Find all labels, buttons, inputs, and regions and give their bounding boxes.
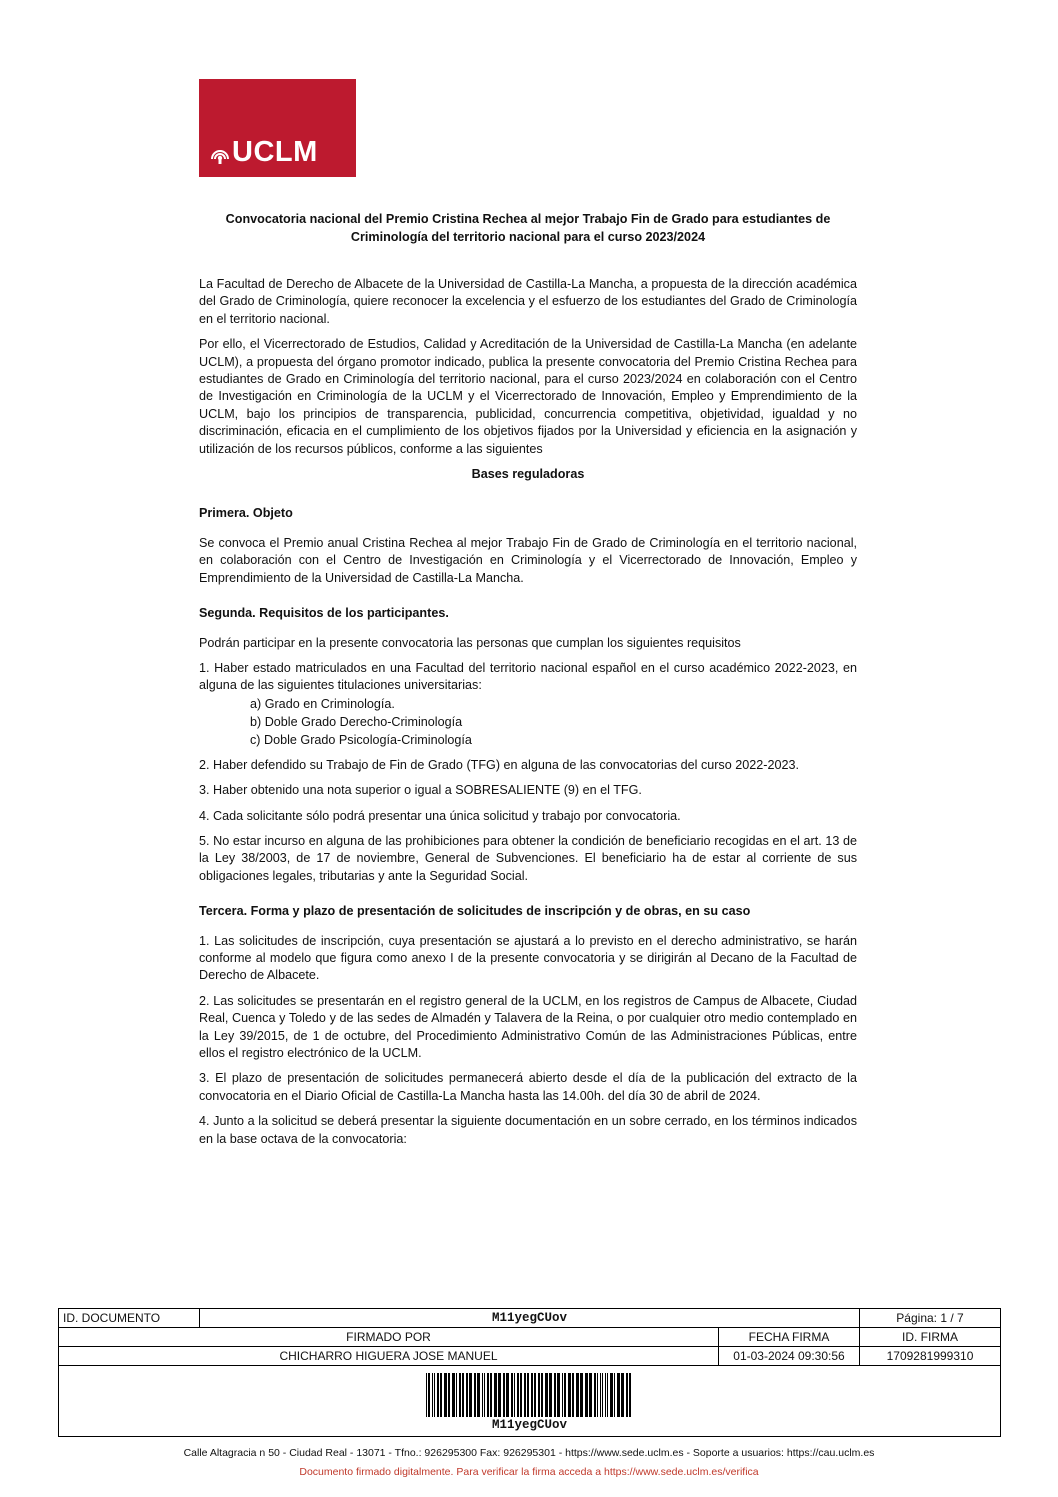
- barcode-bar: [498, 1373, 501, 1417]
- barcode-bar: [469, 1373, 472, 1417]
- barcode-bar: [452, 1373, 455, 1417]
- signature-table: [58, 1308, 1001, 1437]
- barcode-bar: [426, 1373, 427, 1417]
- barcode-bar: [517, 1373, 519, 1417]
- barcode-bar: [511, 1373, 513, 1417]
- barcode-bar: [474, 1373, 476, 1417]
- tercera-paragraph-2: 2. Las solicitudes se presentarán en el registro general de la UCLM, en los registros de Campus de Albacete, Ciudad Real, Cuenca y Toledo y de las sedes de Almadén y Talavera de la Reina, o por cualquier otro medio contemplado en la Ley 39/2015, de 1 de octubre, del Procedimiento Administrativo Común de las Administraciones Públicas, entre ellos el registro electrónico de la UCLM.: [199, 993, 857, 1060]
- barcode-bar: [629, 1373, 631, 1417]
- barcode-bar: [600, 1373, 601, 1417]
- barcode-bar: [506, 1373, 509, 1417]
- barcode-bar: [554, 1373, 556, 1417]
- barcode-bar: [494, 1373, 497, 1417]
- firmado-por-label: FIRMADO POR: [59, 1328, 719, 1347]
- barcode-bar: [538, 1373, 540, 1417]
- bases-heading: Bases reguladoras: [471, 467, 585, 482]
- barcode-bar: [527, 1373, 529, 1417]
- barcode-text: M11yegCUov: [491, 1418, 567, 1432]
- id-documento-value: M11yegCUov: [200, 1309, 860, 1328]
- tercera-paragraph-1: 1. Las solicitudes de inscripción, cuya presentación se ajustará a lo previsto en el derecho administrativo, se harán conforme al modelo que figura como anexo I de la presente convocatoria y se dirigirán al Decano de la Facultad de Derecho de Albacete.: [199, 933, 857, 983]
- barcode-bar: [562, 1373, 563, 1417]
- requisito-2: 2. Haber defendido su Trabajo de Fin de Grado (TFG) en alguna de las convocatorias del curso 2022-2023.: [199, 757, 799, 772]
- footer-address: Calle Altagracia n 50 - Ciudad Real - 13071 - Tfno.: 926295300 Fax: 926295301 - https://www.sede.uclm.es - Soporte a usuarios: https://cau.uclm.es: [183, 1447, 875, 1459]
- barcode-bar: [621, 1373, 624, 1417]
- barcode-bar: [514, 1373, 515, 1417]
- id-firma-label: ID. FIRMA: [860, 1328, 1001, 1347]
- barcode-bar: [549, 1373, 552, 1417]
- footer-verify-link[interactable]: Documento firmado digitalmente. Para verificar la firma acceda a https://www.sede.uclm.es/verifica: [299, 1466, 759, 1478]
- fecha-firma-value: 01-03-2024 09:30:56: [719, 1347, 860, 1366]
- barcode-bar: [534, 1373, 536, 1417]
- barcode-bar: [487, 1373, 489, 1417]
- barcode-bar: [541, 1373, 543, 1417]
- barcode-bar: [614, 1373, 615, 1417]
- requisito-5: 5. No estar incurso en alguna de las prohibiciones para obtener la condición de beneficiario recogidas en el art. 13 de la Ley 38/2003, de 17 de noviembre, General de Subvenciones. El beneficiario ha de estar al corriente de sus obligaciones legales, tributarias y ante la Seguridad Social.: [199, 833, 857, 883]
- titulacion-item: a) Grado en Criminología.: [250, 696, 395, 711]
- barcode-bar: [576, 1373, 579, 1417]
- barcode-bar: [477, 1373, 480, 1417]
- barcode-bar: [589, 1373, 592, 1417]
- barcode-bar: [434, 1373, 435, 1417]
- barcode-bar: [459, 1373, 461, 1417]
- barcode-bar: [524, 1373, 526, 1417]
- tercera-paragraph-3: 3. El plazo de presentación de solicitudes permanecerá abierto desde el día de la publicación del extracto de la convocatoria en el Diario Oficial de Castilla-La Mancha hasta las 14.00h. del día 30 de abril de 2024.: [199, 1071, 857, 1103]
- barcode-bar: [626, 1373, 628, 1417]
- requisito-3: 3. Haber obtenido una nota superior o igual a SOBRESALIENTE (9) en el TFG.: [199, 783, 642, 798]
- barcode-bar: [585, 1373, 588, 1417]
- barcode-cell: [59, 1366, 1001, 1437]
- barcode-bar: [437, 1373, 439, 1417]
- barcode-bar: [605, 1373, 606, 1417]
- barcode-bar: [602, 1373, 603, 1417]
- document-body: [199, 210, 857, 1156]
- barcode-bar: [572, 1373, 574, 1417]
- barcode-bar: [564, 1373, 566, 1417]
- barcode-bar: [568, 1373, 571, 1417]
- primera-text: Se convoca el Premio anual Cristina Rechea al mejor Trabajo Fin de Grado de Criminología en el territorio nacional, en colaboración con el Centro de Investigación en Criminología y el Vicerrectorado de Innovación, Empleo y Emprendimiento de la Universidad de Castilla-La Mancha.: [199, 535, 857, 585]
- fecha-firma-label: FECHA FIRMA: [719, 1328, 860, 1347]
- requisito-4: 4. Cada solicitante sólo podrá presentar una única solicitud y trabajo por convocatoria.: [199, 808, 681, 823]
- titulaciones-list: [199, 695, 857, 749]
- tercera-heading: Tercera. Forma y plazo de presentación de solicitudes de inscripción y de obras, en su caso: [199, 904, 751, 919]
- barcode-bar: [482, 1373, 483, 1417]
- uclm-emblem-icon: [209, 143, 231, 165]
- barcode-bar: [428, 1373, 430, 1417]
- barcode-bar: [531, 1373, 533, 1417]
- primera-heading: Primera. Objeto: [199, 506, 293, 521]
- intro-paragraph-1: La Facultad de Derecho de Albacete de la Universidad de Castilla-La Mancha, a propuesta de la dirección académica del Grado de Criminología, quiere reconocer la excelencia y el esfuerzo de los estudiantes del Grado de Criminología en el territorio nacional.: [199, 277, 857, 326]
- uclm-logo-text: UCLM: [232, 136, 318, 168]
- barcode-bar: [456, 1373, 457, 1417]
- barcode-bar: [490, 1373, 492, 1417]
- requisito-1: 1. Haber estado matriculados en una Facultad del territorio nacional español en el curso académico 2022-2023, en alguna de las siguientes titulaciones universitarias:: [199, 660, 857, 693]
- segunda-intro: Podrán participar en la presente convocatoria las personas que cumplan los siguientes requisitos: [199, 635, 741, 650]
- barcode-bar: [597, 1373, 598, 1417]
- barcode-bar: [432, 1373, 433, 1417]
- barcode-bar: [440, 1373, 442, 1417]
- barcode-bar: [444, 1373, 447, 1417]
- barcode-bar: [462, 1373, 464, 1417]
- barcode-bar: [610, 1373, 613, 1417]
- barcode-bar: [607, 1373, 608, 1417]
- id-firma-value: 1709281999310: [860, 1347, 1001, 1366]
- barcode-bar: [520, 1373, 522, 1417]
- titulacion-item: c) Doble Grado Psicología-Criminología: [250, 732, 472, 747]
- tercera-paragraph-4: 4. Junto a la solicitud se deberá presentar la siguiente documentación en un sobre cerrado, en los términos indicados en la base octava de la convocatoria:: [199, 1114, 857, 1146]
- barcode-bar: [580, 1373, 583, 1417]
- barcode-image: [424, 1373, 636, 1417]
- id-documento-label: ID. DOCUMENTO: [59, 1309, 200, 1328]
- barcode-bar: [448, 1373, 450, 1417]
- page-number: Página: 1 / 7: [860, 1309, 1001, 1328]
- segunda-heading: Segunda. Requisitos de los participantes.: [199, 606, 449, 621]
- barcode-bar: [466, 1373, 468, 1417]
- barcode-bar: [594, 1373, 596, 1417]
- barcode-bar: [484, 1373, 485, 1417]
- uclm-logo: [199, 79, 356, 177]
- barcode-bar: [545, 1373, 548, 1417]
- document-title: Convocatoria nacional del Premio Cristina Rechea al mejor Trabajo Fin de Grado para estudiantes de Criminología del territorio nacional para el curso 2023/2024: [225, 212, 831, 244]
- barcode-bar: [503, 1373, 505, 1417]
- barcode-bar: [617, 1373, 620, 1417]
- intro-paragraph-2: Por ello, el Vicerrectorado de Estudios, Calidad y Acreditación de la Universidad de Castilla-La Mancha (en adelante UCLM), a propuesta del órgano promotor indicado, publica la presente convocatoria del Premio Cristina Rechea para estudiantes de Grado en Criminología del territorio nacional, para el curso 2023/2024 en colaboración con el Centro de Investigación en Criminología de la UCLM y el Vicerrectorado de Innovación, Empleo y Emprendimiento de la UCLM, bajo los principios de transparencia, publicidad, concurrencia competitiva, objetividad, igualdad y no discriminación, eficacia en el cumplimiento de los objetivos fijados por la Universidad y eficiencia en la asignación y utilización de los recursos públicos, conforme a las siguientes: [199, 337, 857, 456]
- titulacion-item: b) Doble Grado Derecho-Criminología: [250, 714, 463, 729]
- signer-name: CHICHARRO HIGUERA JOSE MANUEL: [59, 1347, 719, 1366]
- barcode-bar: [557, 1373, 560, 1417]
